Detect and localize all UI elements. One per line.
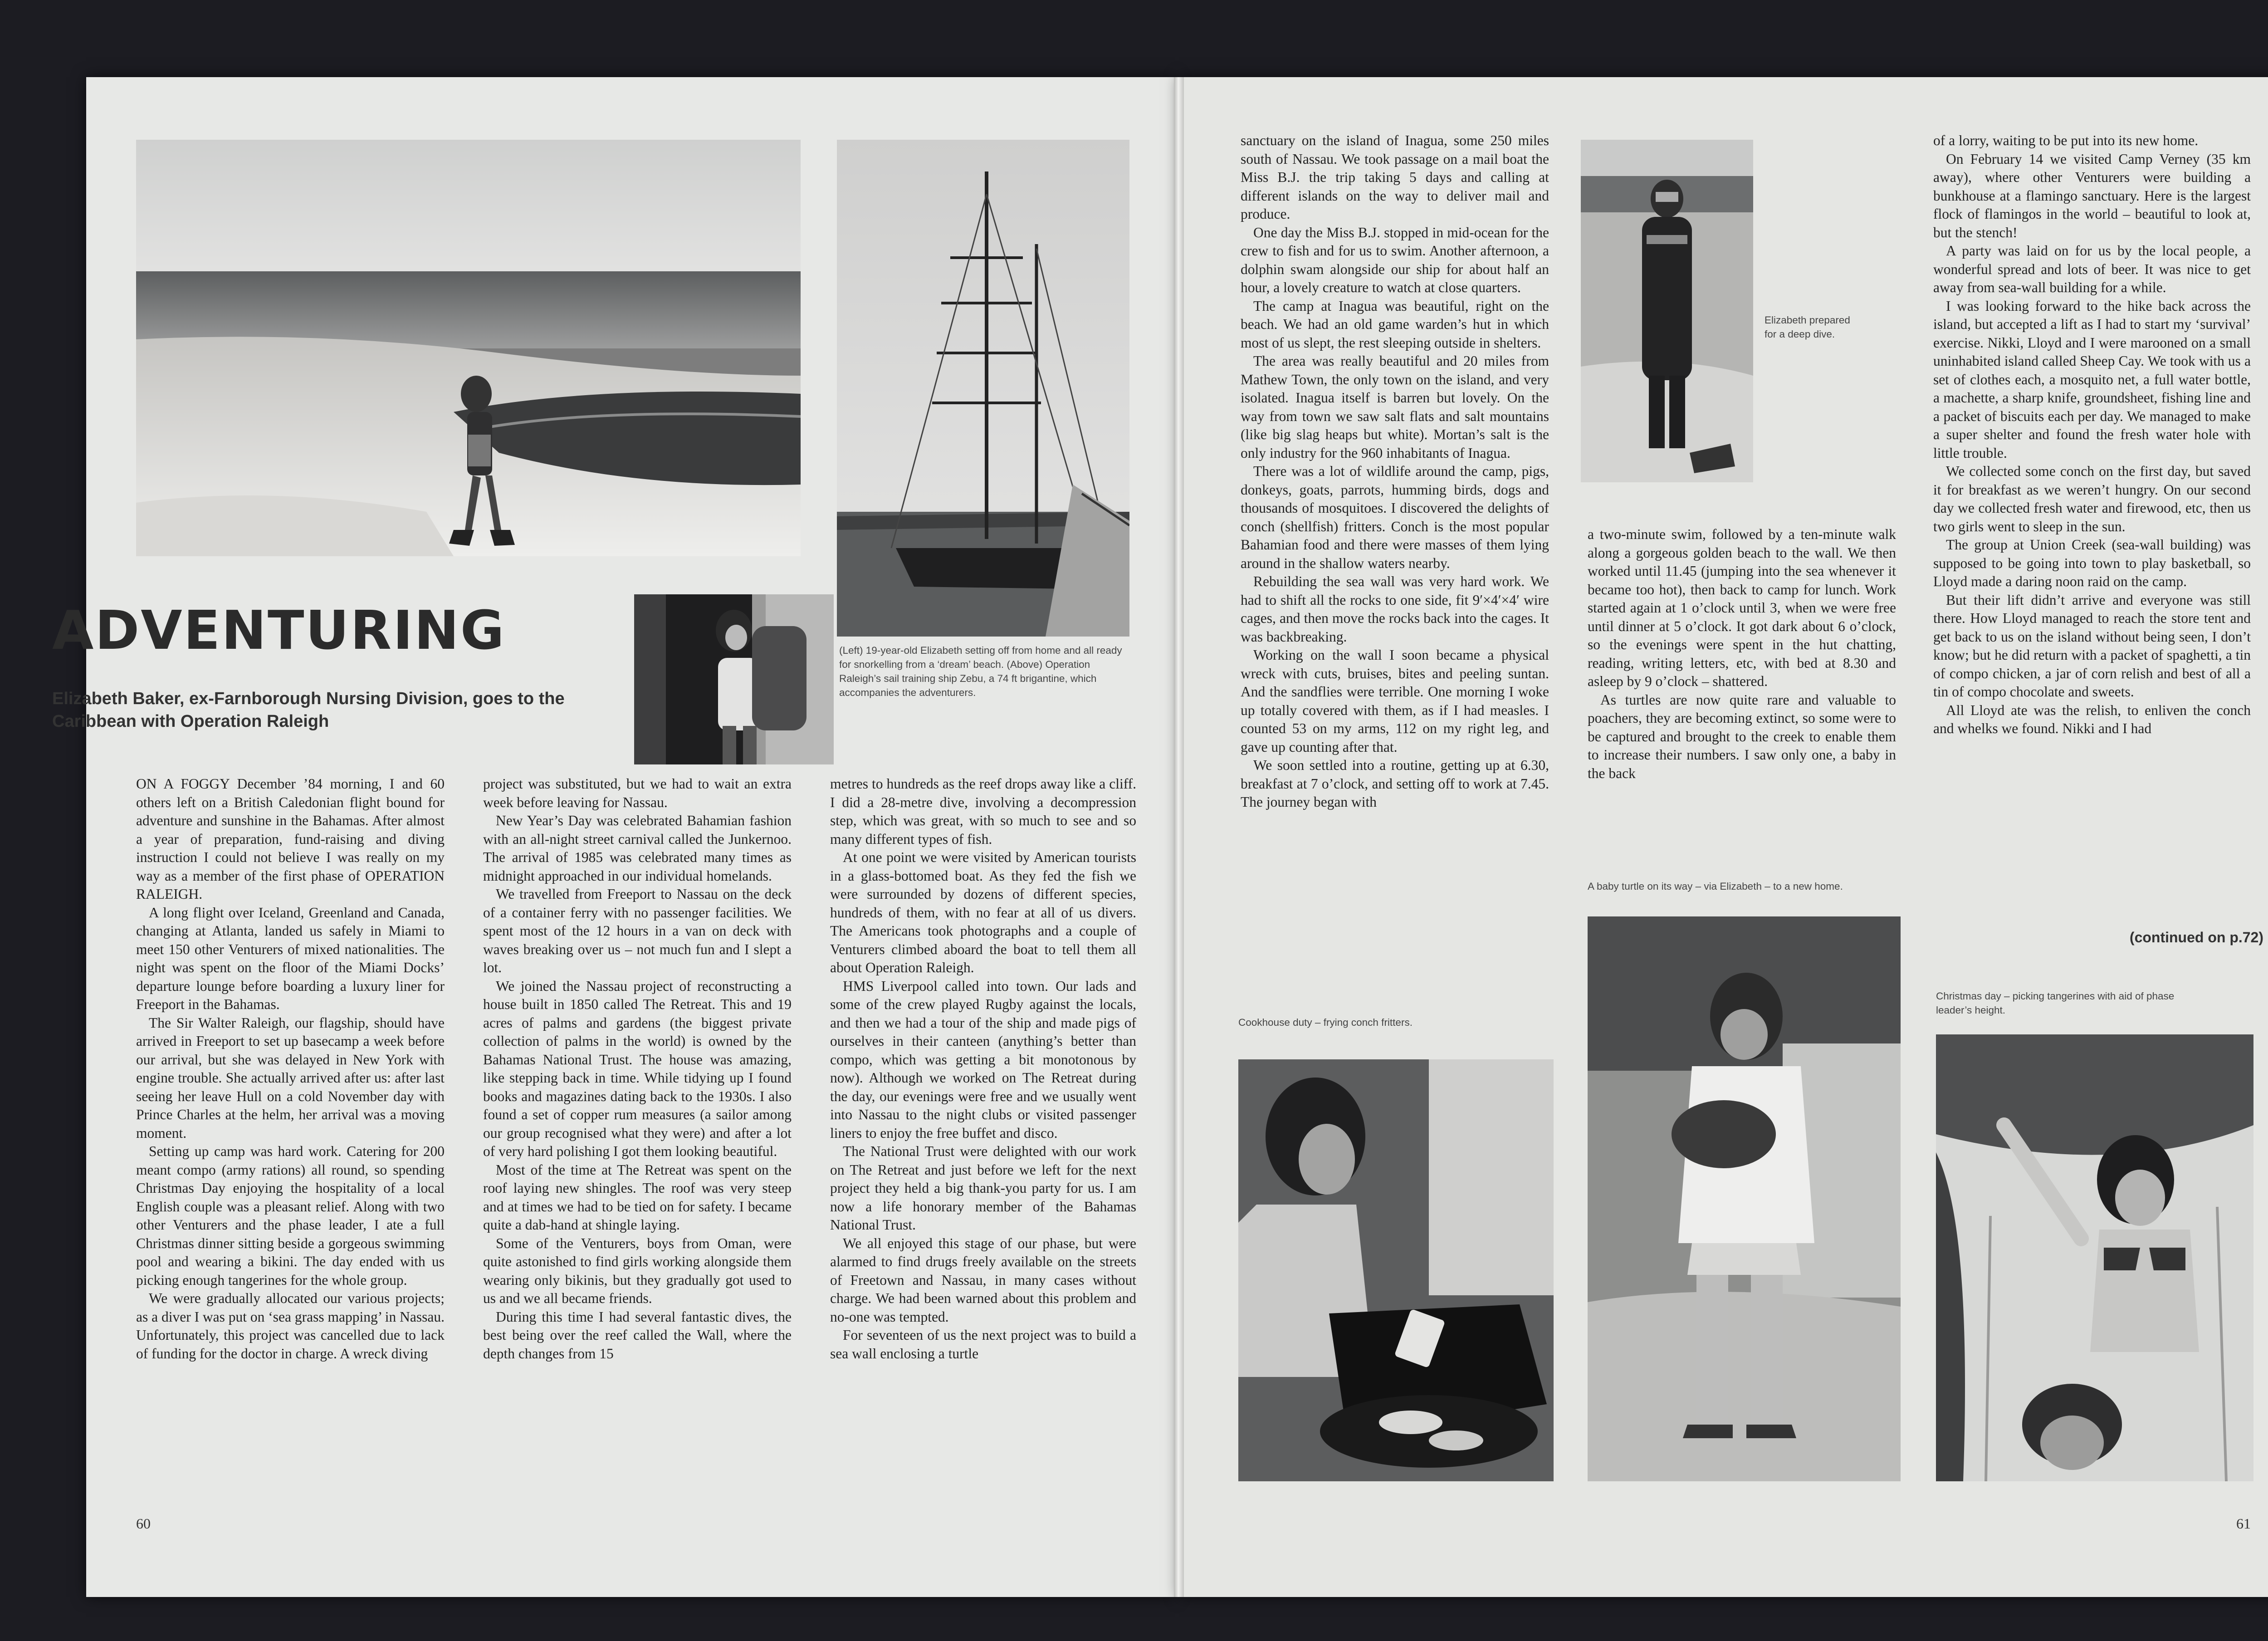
article-standfirst: Elizabeth Baker, ex-Farnborough Nursing Division, goes to the Caribbean with Operation Raleigh <box>52 689 565 731</box>
caption-left-and-ship: (Left) 19-year-old Elizabeth setting off from home and all ready for snorkelling from a ‘dream’ beach. (Above) Operation Raleigh’s sail training ship Zebu, a 74 ft brigantine, which accompanies the adventurers. <box>839 645 1122 698</box>
paragraph: On February 14 we visited Camp Verney (35 km away), where other Venturers were building a bunkhouse at a flamingo sanctuary. Here is the largest flock of flamingos in the world – beautiful to look at, but the stench! <box>1933 151 2251 240</box>
paragraph: The group at Union Creek (sea-wall building) was supposed to be going into town to play basketball, so Lloyd made a daring noon raid on the camp. <box>1933 537 2251 589</box>
beach-snorkeller-photo <box>136 140 801 556</box>
paragraph: I was looking forward to the hike back across the island, but accepted a lift as I had to start my ‘survival’ exercise. Nikki, Lloyd and I were marooned on a small uninhabited island called Sheep Cay. We took with us a set of clothes each, a mosquito net, a full water bottle, a machette, a sharp knife, groundsheet, fishing line and a packet of biscuits each per day. We managed to make a super shelter and found the fresh water hole with little trouble. <box>1933 298 2251 461</box>
paragraph: We joined the Nassau project of reconstructing a house built in 1850 called The Retreat. This and 19 acres of palms and gardens (the biggest private collection of palms in the world) is owned by the Bahamas National Trust. The house was amazing, like stepping back in time. While tidying up I found books and magazines dating back to the 1930s. I also found a set of copper rum measures (a sailor among our group recognised what they were) and after a lot of very hard polishing I got them looking beautiful. <box>483 978 792 1159</box>
page-number-right: 61 <box>2236 1515 2251 1532</box>
doorway-rucksack-photo <box>634 594 834 764</box>
caption-cookhouse: Cookhouse duty – frying conch fritters. <box>1238 1017 1413 1028</box>
paragraph: At one point we were visited by American tourists in a glass-bottomed boat. As they fed the fish we were surrounded by dozens of different species, hundreds of them, with no fear at all of us divers. The Americans took photographs and a couple of Venturers climbed aboard the boat to tell them all about Operation Raleigh. <box>830 849 1136 975</box>
spine-gutter <box>1174 77 1184 1597</box>
brigantine-zebu-photo <box>837 140 1129 637</box>
caption-diver: Elizabeth prepared for a deep dive. <box>1765 314 1850 340</box>
caption-turtle: A baby turtle on its way – via Elizabeth – to a new home. <box>1588 881 1843 892</box>
article-column-6 <box>1933 132 2251 738</box>
paragraph: The area was really beautiful and 20 miles from Mathew Town, the only town on the island, and very isolated. Inagua itself is barren but lovely. On the way from town we saw salt flats and salt mountains (like big slag heaps but white). Mortan’s salt is the only industry for the 960 inhabitants of Inagua. <box>1241 353 1549 461</box>
paragraph: ON A FOGGY December ’84 morning, I and 60 others left on a British Caledonian flight bound for adventure and sunshine in the Bahamas. After almost a year of preparation, fund-raising and diving instruction I could not believe I was really on my way as a member of the first phase of OPERATION RALEIGH. <box>136 776 445 902</box>
page-number-left: 60 <box>136 1515 151 1532</box>
paragraph: But their lift didn’t arrive and everyone was still there. How Lloyd managed to reach the store tent and get back to us on the island without being seen, I don’t know; but he did return with a packet of spaghetti, a tin of compo chicken, a jar of corn relish and best of all a tin of compo chocolate and sweets. <box>1933 592 2251 700</box>
paragraph: For seventeen of us the next project was to build a sea wall enclosing a turtle <box>830 1327 1136 1362</box>
article-column-4 <box>1241 132 1549 812</box>
paragraph: The National Trust were delighted with our work on The Retreat and just before we left for the next project they held a big thank-you party for us. I am now a life honorary member of the Bahamas National Trust. <box>830 1143 1136 1233</box>
paragraph: The camp at Inagua was beautiful, right on the beach. We had an old game warden’s hut in which most of us slept, the rest sleeping outside in shelters. <box>1241 298 1549 351</box>
article-column-5 <box>1588 525 1896 783</box>
paragraph: We all enjoyed this stage of our phase, but were alarmed to find drugs freely available on the streets of Freetown and Nassau, in many cases without charge. We had been warned about this problem and no-one was tempted. <box>830 1235 1136 1325</box>
paragraph: There was a lot of wildlife around the camp, pigs, donkeys, goats, parrots, humming birds, dogs and thousands of mosquitoes. I discovered the delights of conch (shellfish) fritters. Conch is the most popular Bahamian food and there were masses of them lying around in the shallow waters nearby. <box>1241 463 1549 571</box>
paragraph: Some of the Venturers, boys from Oman, were quite astonished to find girls working alongside them wearing only bikinis, but they gradually got used to us and we all became friends. <box>483 1235 792 1306</box>
paragraph: The Sir Walter Raleigh, our flagship, should have arrived in Freeport to set up basecamp a week before our arrival, but she was delayed in New York with engine trouble. She actually arrived after us: after last seeing her leave Hull on a cold November day with Prince Charles at the helm, her arrival was a moving moment. <box>136 1014 445 1141</box>
paragraph: sanctuary on the island of Inagua, some 250 miles south of Nassau. We took passage on a mail boat the Miss B.J. the trip taking 5 days and calling at different islands on the way to deliver mail and produce. <box>1241 132 1549 222</box>
article-column-1 <box>136 775 445 1363</box>
article-headline: ADVENTURING <box>52 599 506 661</box>
paragraph: We travelled from Freeport to Nassau on the deck of a container ferry with no passenger facilities. We spent most of the 12 hours in a van on deck with waves breaking over us – not much fun and I slept a lot. <box>483 886 792 975</box>
turtle-photo <box>1588 916 1901 1481</box>
paragraph: project was substituted, but we had to wait an extra week before leaving for Nassau. <box>483 776 792 810</box>
caption-christmas: Christmas day – picking tangerines with aid of phase leader’s height. <box>1936 990 2175 1016</box>
paragraph: As turtles are now quite rare and valuable to poachers, they are becoming extinct, so some were to be captured and brought to the creek to enable them to increase their numbers. I saw only one, a baby in the back <box>1588 691 1896 781</box>
paragraph: A long flight over Iceland, Greenland and Canada, changing at Atlanta, landed us safely in Miami to meet 150 other Venturers of mixed nationalities. The night was spent on the floor of the Miami Docks’ departure lounge before boarding a luxury liner for Freeport in the Bahamas. <box>136 904 445 1012</box>
article-column-3 <box>830 775 1136 1363</box>
paragraph: of a lorry, waiting to be put into its new home. <box>1933 132 2199 148</box>
paragraph: We were gradually allocated our various projects; as a diver I was put on ‘sea grass mapping’ in Nassau. Unfortunately, this project was cancelled due to lack of funding for the doctor in charge. A wreck diving <box>136 1290 445 1362</box>
paragraph: One day the Miss B.J. stopped in mid-ocean for the crew to fish and for us to swim. Another afternoon, a dolphin swam alongside our ship for about half an hour, a lovely creature to watch at close quarters. <box>1241 224 1549 295</box>
paragraph: Working on the wall I soon became a physical wreck with cuts, bruises, bites and peeling suntan. And the sandflies were terrible. One morning I woke up totally covered with them, as if I had measles. I counted 53 on my arms, 112 on my right leg, and gave up counting after that. <box>1241 647 1549 755</box>
paragraph: A party was laid on for us by the local people, a wonderful spread and lots of beer. It was nice to get away from sea-wall building for a while. <box>1933 243 2251 295</box>
paragraph: metres to hundreds as the reef drops away like a cliff. I did a 28-metre dive, involving a decompression step, which was great, with so much to see and so many different types of fish. <box>830 776 1136 847</box>
diver-on-beach-photo <box>1581 140 1753 482</box>
paragraph: We collected some conch on the first day, but saved it for breakfast as we weren’t hungry. On our second day we collected fresh water and firewood, etc, then us two girls went to sleep in the sun. <box>1933 463 2251 534</box>
paragraph: During this time I had several fantastic dives, the best being over the reef called the Wall, where the depth changes from 15 <box>483 1308 792 1362</box>
paragraph: Most of the time at The Retreat was spent on the roof laying new shingles. The roof was very steep and at times we had to be tied on for safety. I became quite a dab-hand at shingle laying. <box>483 1161 792 1233</box>
paragraph: We soon settled into a routine, getting up at 6.30, breakfast at 7 o’clock, and setting off to work at 7.45. The journey began with <box>1241 757 1549 810</box>
paragraph: All Lloyd ate was the relish, to enliven the conch and whelks we found. Nikki and I had <box>1933 702 2251 736</box>
paragraph: Rebuilding the sea wall was very hard work. We had to shift all the rocks to one side, fit 9′×4′×4′ wire cages, and then move the rocks back into the cages. It was backbreaking. <box>1241 573 1549 645</box>
paragraph: Setting up camp was hard work. Catering for 200 meant compo (army rations) all round, so spending Christmas Day enjoying the hospitality of a local English couple was a pleasant relief. Along with two other Venturers and the phase leader, I ate a full Christmas dinner sitting beside a gorgeous swimming pool and wearing a bikini. The day ended with us picking enough tangerines for the whole group. <box>136 1143 445 1288</box>
tangerine-photo <box>1936 1034 2253 1481</box>
article-column-2 <box>483 775 792 1363</box>
paragraph: a two-minute swim, followed by a ten-minute walk along a gorgeous golden beach to the wall. We then worked until 11.45 (jumping into the sea whenever it became too hot), then back to camp for lunch. Work started again at 1 o’clock until 3, when we were free until dinner at 5 o’clock. It got dark about 6 o’clock, so the evenings were spent in the hut chatting, reading, writing letters, etc, with bed at 8.30 and asleep by 9 o’clock – shattered. <box>1588 526 1896 689</box>
paragraph: HMS Liverpool called into town. Our lads and some of the crew played Rugby against the locals, and then we had a tour of the ship and made pigs of ourselves in their canteen (anything’s better than compo, which was getting a bit monotonous by now). Although we worked on The Retreat during the day, our evenings were free and we usually went into Nassau to the night clubs or visited passenger liners to enjoy the free buffet and disco. <box>830 978 1136 1141</box>
paragraph: New Year’s Day was celebrated Bahamian fashion with an all-night street carnival called the Junkernoo. The arrival of 1985 was celebrated many times as midnight approached in our individual homelands. <box>483 813 792 884</box>
cookhouse-photo <box>1238 1059 1554 1481</box>
continued-note: (continued on p.72) <box>2129 929 2263 945</box>
